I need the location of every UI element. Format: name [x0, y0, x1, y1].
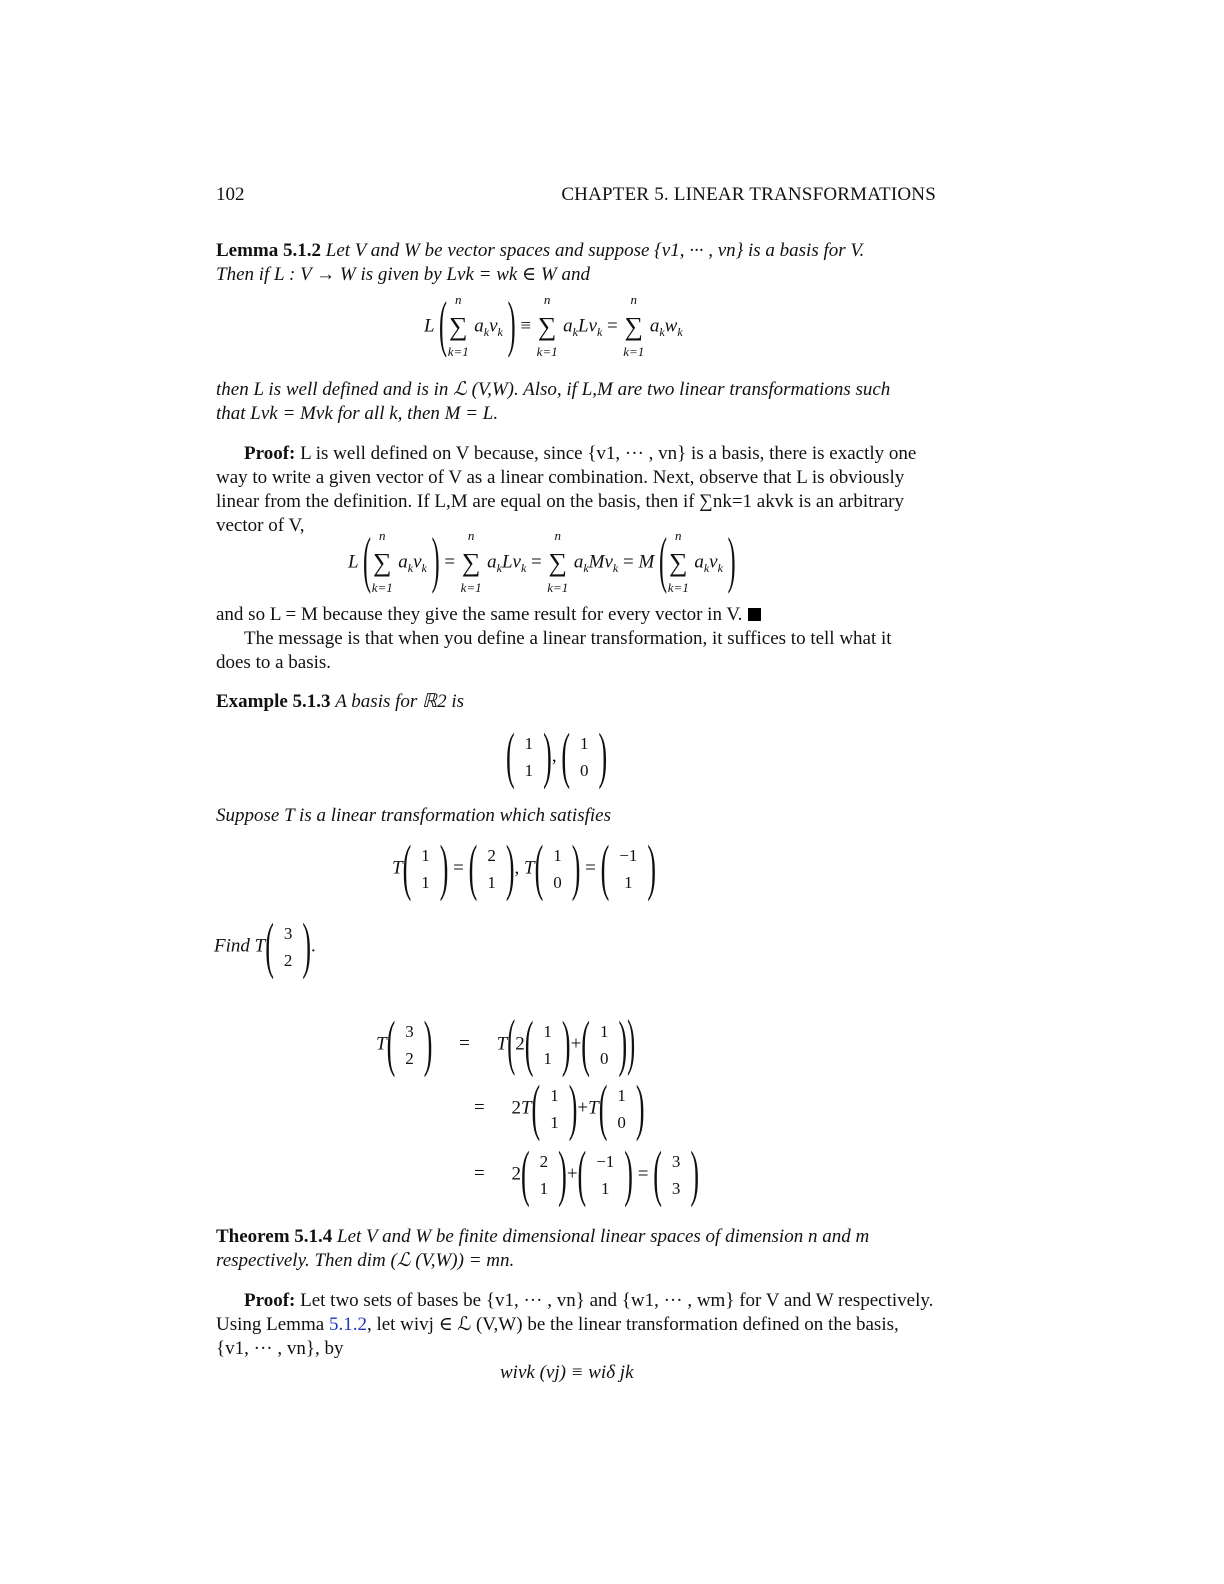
chapter-title: CHAPTER 5. LINEAR TRANSFORMATIONS: [561, 184, 936, 205]
solution-line2: = 2T ( 1 1 ) +T ( 1 0 ): [474, 1073, 645, 1143]
find-text: Find T: [214, 935, 266, 957]
theorem-line2: respectively. Then dim (ℒ (V,W)) = mn.: [216, 1250, 515, 1271]
proof-conclusion: [216, 603, 936, 675]
lemma-text-line1: Let V and W be vector spaces and suppose {v1, ··· , vn} is a basis for V.: [325, 240, 865, 261]
lemma-after-line1: then L is well defined and is in ℒ (V,W). Also, if L,M are two linear transformations such: [216, 379, 891, 400]
proof-line2: way to write a given vector of V as a linear combination. Next, observe that L is obviously: [216, 467, 905, 488]
message-line1: The message is that when you define a linear transformation, it suffices to tell what it: [244, 628, 892, 649]
proof-line3: linear from the definition. If L,M are equal on the basis, then if ∑nk=1 akvk is an arbitrary: [216, 491, 904, 512]
proof-equation: L ( n ∑ k=1 $a_kv_k$ ) = n ∑ k=1 $a_kLv_k$ = n ∑ k=1 $a_kMv_k = M$ ( n ∑ k=1 $a_kv_k$ ): [348, 527, 736, 596]
proof-line4: vector of V,: [216, 515, 305, 536]
message-line2: does to a basis.: [216, 652, 332, 673]
proof2-label: Proof:: [244, 1290, 296, 1311]
proof-line1: L is well defined on V because, since {v1, ··· , vn} is a basis, there is exactly one: [300, 443, 917, 464]
proof-theorem: [216, 1289, 936, 1361]
proof2-line2a: Using Lemma: [216, 1314, 329, 1335]
find-statement: Find T ( 3 2 ) .: [214, 911, 316, 981]
proof-lemma: [216, 442, 936, 538]
formula-text: wivk (vj) ≡ wiδ jk: [500, 1362, 634, 1383]
suppose-text: Suppose T is a linear transformation which satisfies: [216, 805, 611, 826]
proof2-line1: Let two sets of bases be {v1, ··· , vn} and {w1, ··· , wm} for V and W respectively.: [300, 1290, 934, 1311]
basis-definition-formula: [500, 1362, 634, 1384]
proof2-line3: {v1, ··· , vn}, by: [216, 1338, 344, 1359]
theorem-statement: [216, 1225, 936, 1273]
theorem-label: Theorem 5.1.4: [216, 1226, 333, 1247]
example-suppose: [216, 804, 936, 828]
page-number: 102: [216, 184, 245, 205]
lemma-conclusion: [216, 378, 936, 426]
lemma-after-line2: that Lvk = Mvk for all k, then M = L.: [216, 403, 499, 424]
solution-line1: T ( 3 2 ) = T(2 ( 1 1 ) + ( 1 0 ) ): [376, 1009, 636, 1079]
lemma-link[interactable]: 5.1.2: [328, 1314, 367, 1335]
qed-square-icon: [748, 608, 761, 621]
example-label: Example 5.1.3: [216, 691, 331, 712]
proof2-line2b: , let wivj ∈ ℒ (V,W) be the linear transformation defined on the basis,: [366, 1314, 899, 1335]
lemma-equation: L ( n ∑ k=1 $a_kv_k$ ) ≡ n ∑ k=1 $a_kLv_k$ = n ∑ k=1 $a_kw_k$: [424, 291, 683, 360]
solution-line3: = 2 ( 2 1 ) + ( −1 1 ) = ( 3 3 ): [474, 1139, 700, 1209]
example-text: A basis for ℝ2 is: [335, 691, 465, 712]
basis-vectors: ( 1 1 ) , ( 1 0 ): [506, 721, 608, 791]
lemma-label: Lemma 5.1.2: [216, 240, 322, 261]
proof-concl: and so L = M because they give the same result for every vector in V.: [216, 604, 743, 625]
proof-label: Proof:: [244, 443, 296, 464]
example-heading: [216, 690, 936, 714]
lemma-statement: [216, 239, 936, 287]
transformation-values: T ( 1 1 ) = ( 2 1 ) , T ( 1 0 ) = ( −1 1 ): [392, 833, 657, 903]
lemma-text-line2: Then if L : V → W is given by Lvk = wk ∈ W and: [216, 264, 590, 285]
theorem-line1: Let V and W be finite dimensional linear spaces of dimension n and m: [337, 1226, 870, 1247]
